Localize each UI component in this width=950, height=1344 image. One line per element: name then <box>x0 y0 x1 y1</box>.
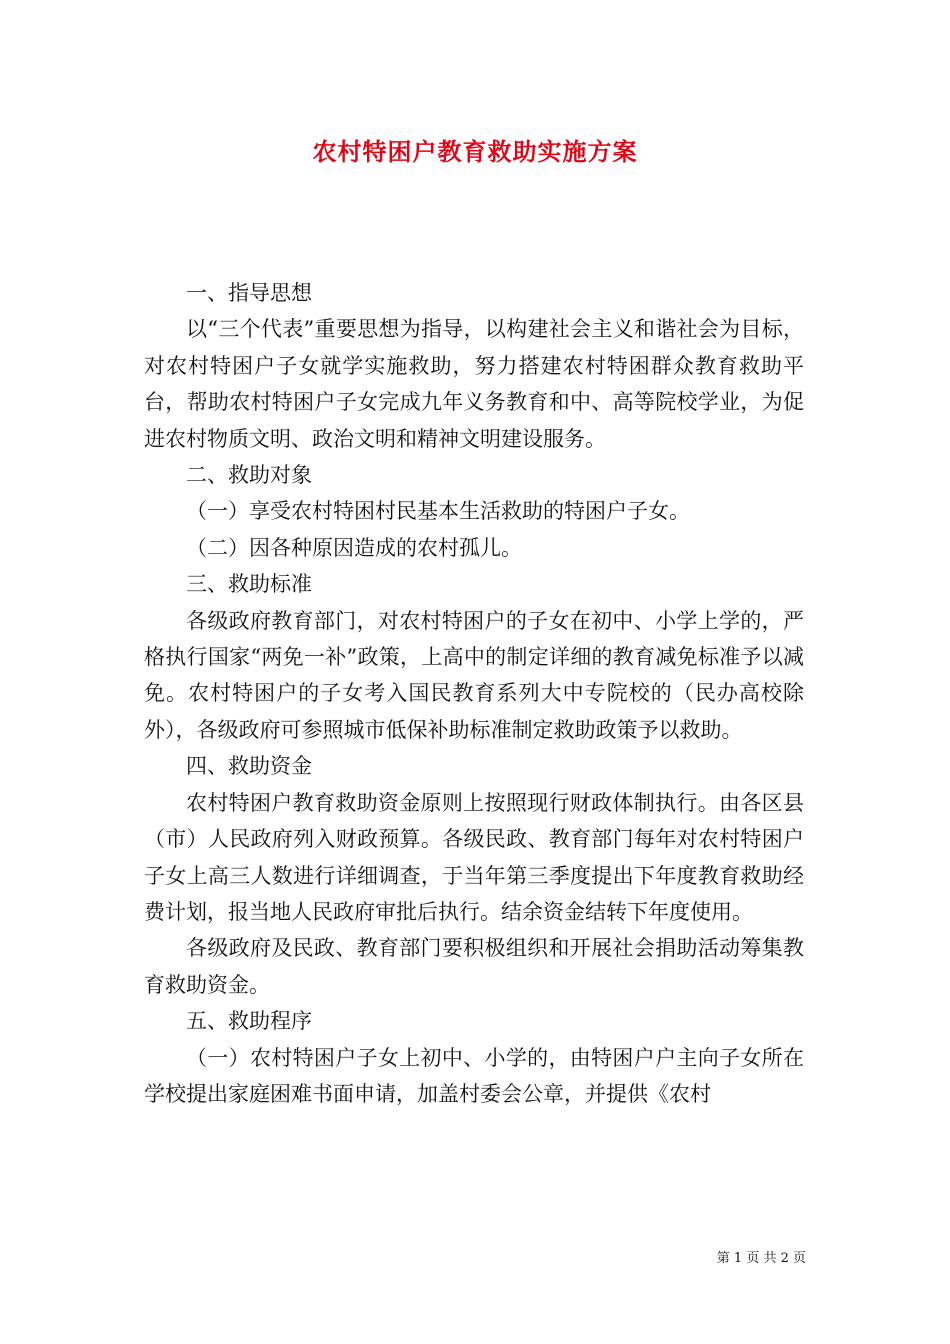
paragraph-aid-funds-2: 各级政府及民政、教育部门要积极组织和开展社会捐助活动筹集教育救助资金。 <box>144 936 804 997</box>
paragraph-aid-standards: 各级政府教育部门，对农村特困户的子女在初中、小学上学的，严格执行国家“两免一补”政策，上高中的制定详细的教育减免标准予以减免。农村特困户的子女考入国民教育系列大中专院校的（民办高校除外），各级政府可参照城市低保补助标准制定救助政策予以救助。 <box>144 608 804 742</box>
document-title: 农村特困户教育救助实施方案 <box>312 137 638 166</box>
heading-guiding-ideology: 一、指导思想 <box>186 281 312 305</box>
document-body <box>144 275 804 1112</box>
heading-aid-standards: 三、救助标准 <box>186 572 312 597</box>
paragraph-aid-target-2: （二）因各种原因造成的农村孤儿。 <box>186 535 522 560</box>
heading-aid-targets: 二、救助对象 <box>186 463 312 488</box>
paragraph-guiding-ideology: 以“三个代表”重要思想为指导，以构建社会主义和谐社会为目标，对农村特困户子女就学实施救助，努力搭建农村特困群众教育救助平台，帮助农村特困户子女完成九年义务教育和中、高等院校学业，为促进农村物质文明、政治文明和精神文明建设服务。 <box>144 317 804 451</box>
page-number-footer: 第 1 页 共 2 页 <box>716 1251 806 1266</box>
paragraph-aid-funds-1: 农村特困户教育救助资金原则上按照现行财政体制执行。由各区县（市）人民政府列入财政预算。各级民政、教育部门每年对农村特困户子女上高三人数进行详细调查，于当年第三季度提出下年度教育救助经费计划，报当地人民政府审批后执行。结余资金结转下年度使用。 <box>144 790 804 924</box>
paragraph-aid-target-1: （一）享受农村特困村民基本生活救助的特困户子女。 <box>186 499 690 524</box>
heading-aid-funds: 四、救助资金 <box>186 754 312 779</box>
heading-aid-procedure: 五、救助程序 <box>186 1009 312 1034</box>
paragraph-aid-procedure-1: （一）农村特困户子女上初中、小学的，由特困户户主向子女所在学校提出家庭困难书面申请，加盖村委会公章，并提供《农村 <box>144 1045 804 1106</box>
